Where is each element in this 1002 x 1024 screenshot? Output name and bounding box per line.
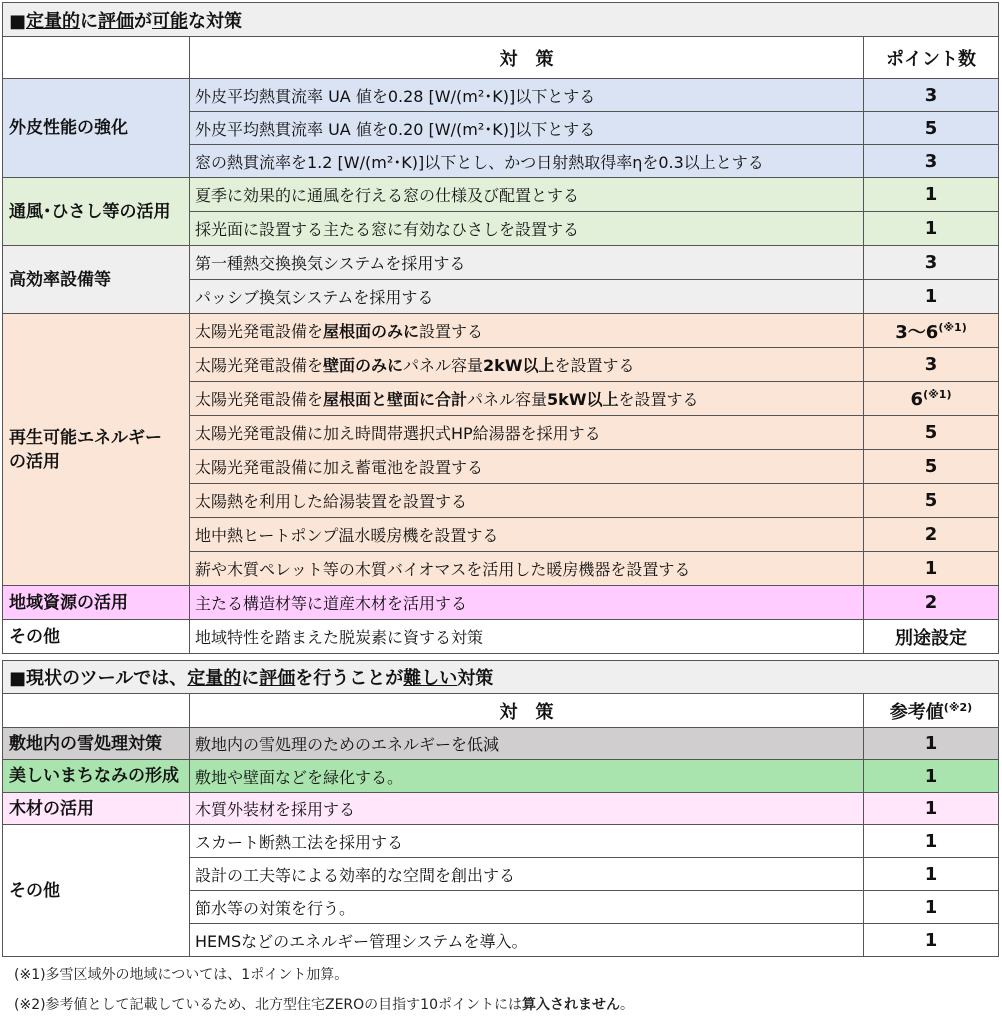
header-points: ポイント数 [864, 37, 999, 79]
measure-cell: 第一種熱交換換気システムを採用する [190, 246, 864, 280]
points-cell: 別途設定 [864, 620, 999, 654]
measure-cell: 太陽熱を利用した給湯装置を設置する [190, 484, 864, 518]
points-cell: 1 [864, 891, 999, 924]
category-wood-use: 木材の活用 [3, 793, 190, 825]
points-cell: 1 [864, 728, 999, 760]
points-cell: 2 [864, 518, 999, 552]
points-cell: $3\sim 6^{(※1)}$ [864, 314, 999, 348]
points-cell: 2 [864, 586, 999, 620]
measure-cell: 設計の工夫等による効率的な空間を創出する [190, 858, 864, 891]
measure-cell: 敷地内の雪処理のためのエネルギーを低減 [190, 728, 864, 760]
measure-cell: 太陽光発電設備に加え蓄電池を設置する [190, 450, 864, 484]
measure-cell: 太陽光発電設備を屋根面と壁面に合計パネル容量5kW以上を設置する [190, 382, 864, 416]
measures-table-reference [2, 660, 999, 957]
header-category-empty [3, 37, 190, 79]
measure-cell: 節水等の対策を行う。 [190, 891, 864, 924]
header-reference-value: 参考値$^{(※2)}$ [864, 694, 999, 728]
points-cell: $6^{(※1)}$ [864, 382, 999, 416]
measures-table-quantitative [2, 2, 999, 654]
points-cell: 1 [864, 793, 999, 825]
measure-cell: 敷地や壁面などを緑化する。 [190, 760, 864, 793]
points-cell: 1 [864, 760, 999, 793]
points-cell: 1 [864, 552, 999, 586]
measure-cell: 夏季に効果的に通風を行える窓の仕様及び配置とする [190, 178, 864, 212]
points-cell: 3 [864, 145, 999, 178]
points-cell: 1 [864, 858, 999, 891]
measure-cell: 薪や木質ペレット等の木質バイオマスを活用した暖房機器を設置する [190, 552, 864, 586]
measure-cell: パッシブ換気システムを採用する [190, 280, 864, 314]
category-townscape: 美しいまちなみの形成 [3, 760, 190, 793]
points-cell: 3 [864, 246, 999, 280]
header-measure: 対 策 [190, 694, 864, 728]
points-cell: 3 [864, 348, 999, 382]
category-other: その他 [3, 620, 190, 654]
points-cell: 5 [864, 450, 999, 484]
category-snow-treatment: 敷地内の雪処理対策 [3, 728, 190, 760]
measure-cell: HEMSなどのエネルギー管理システムを導入。 [190, 924, 864, 957]
measure-cell: 窓の熱貫流率を1.2 [W/(m²･K)]以下とし、かつ日射熱取得率ηを0.3以上とする [190, 145, 864, 178]
points-cell: 5 [864, 484, 999, 518]
points-cell: 1 [864, 178, 999, 212]
measure-cell: 太陽光発電設備を屋根面のみに設置する [190, 314, 864, 348]
header-measure: 対 策 [190, 37, 864, 79]
category-ventilation-eaves: 通風･ひさし等の活用 [3, 178, 190, 246]
measure-cell: 採光面に設置する主たる窓に有効なひさしを設置する [190, 212, 864, 246]
measure-cell: スカート断熱工法を採用する [190, 825, 864, 858]
points-cell: 5 [864, 112, 999, 145]
footnote-1: (※1)多雪区域外の地域については、1ポイント加算。 [14, 967, 349, 983]
footnote-2: (※2)参考値として記載しているため、北方型住宅ZEROの目指す10ポイントには算入されません。 [14, 997, 634, 1013]
measure-cell: 地域特性を踏まえた脱炭素に資する対策 [190, 620, 864, 654]
measure-cell: 地中熱ヒートポンプ温水暖房機を設置する [190, 518, 864, 552]
header-category-empty [3, 694, 190, 728]
section-title-quantitative: ■定量的に評価が可能な対策 [3, 3, 999, 37]
measure-cell: 外皮平均熱貫流率 UA 値を0.28 [W/(m²･K)]以下とする [190, 79, 864, 112]
measure-cell: 太陽光発電設備に加え時間帯選択式HP給湯器を採用する [190, 416, 864, 450]
category-envelope: 外皮性能の強化 [3, 79, 190, 178]
points-cell: 1 [864, 212, 999, 246]
measure-cell: 主たる構造材等に道産木材を活用する [190, 586, 864, 620]
category-local-resources: 地域資源の活用 [3, 586, 190, 620]
points-cell: 1 [864, 924, 999, 957]
measure-cell: 太陽光発電設備を壁面のみにパネル容量2kW以上を設置する [190, 348, 864, 382]
measure-cell: 木質外装材を採用する [190, 793, 864, 825]
points-cell: 1 [864, 825, 999, 858]
measure-cell: 外皮平均熱貫流率 UA 値を0.20 [W/(m²･K)]以下とする [190, 112, 864, 145]
points-cell: 3 [864, 79, 999, 112]
points-cell: 1 [864, 280, 999, 314]
points-cell: 5 [864, 416, 999, 450]
category-renewable-energy: 再生可能エネルギー の活用 [3, 314, 190, 586]
category-other: その他 [3, 825, 190, 957]
section-title-reference: ■現状のツールでは、定量的に評価を行うことが難しい対策 [3, 661, 999, 694]
category-high-efficiency: 高効率設備等 [3, 246, 190, 314]
